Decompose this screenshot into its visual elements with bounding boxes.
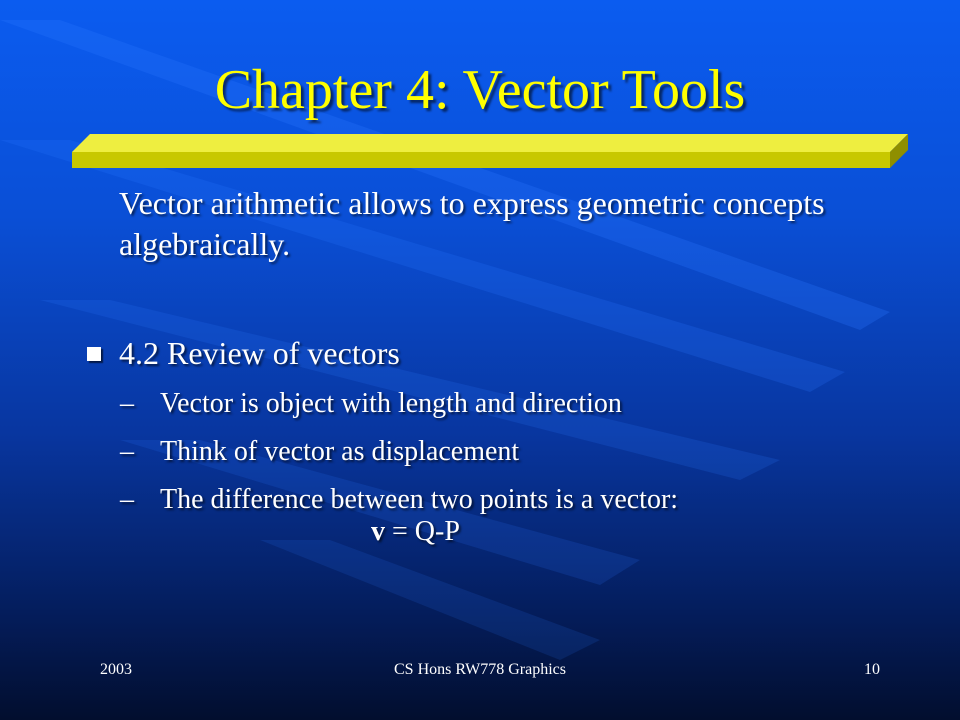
footer-course: CS Hons RW778 Graphics [394,661,566,678]
vector-formula [371,516,460,548]
dash-bullet-icon: – [120,436,134,467]
sub-bullet-text: Vector is object with length and direction [160,388,622,419]
footer-year: 2003 [100,661,132,678]
formula-variable: v [371,516,385,547]
title-underline-bar [70,134,910,172]
sub-bullet-item [120,387,678,421]
bullet-label: 4.2 Review of vectors [119,335,400,371]
sub-bullet-item [120,435,678,469]
bullet-item [87,335,400,372]
dash-bullet-icon: – [120,388,134,419]
formula-expression: = Q-P [385,516,460,547]
page-title: Chapter 4: Vector Tools [214,59,746,121]
sub-bullet-text: Think of vector as displacement [160,436,520,467]
dash-bullet-icon: – [120,484,134,515]
sub-bullet-list [120,387,678,531]
sub-bullet-item [120,483,678,517]
footer-slide-number: 10 [864,661,880,678]
sub-bullet-text: The difference between two points is a vector: [160,484,679,515]
square-bullet-icon [87,347,101,361]
intro-paragraph: Vector arithmetic allows to express geometric concepts algebraically. [119,185,825,262]
